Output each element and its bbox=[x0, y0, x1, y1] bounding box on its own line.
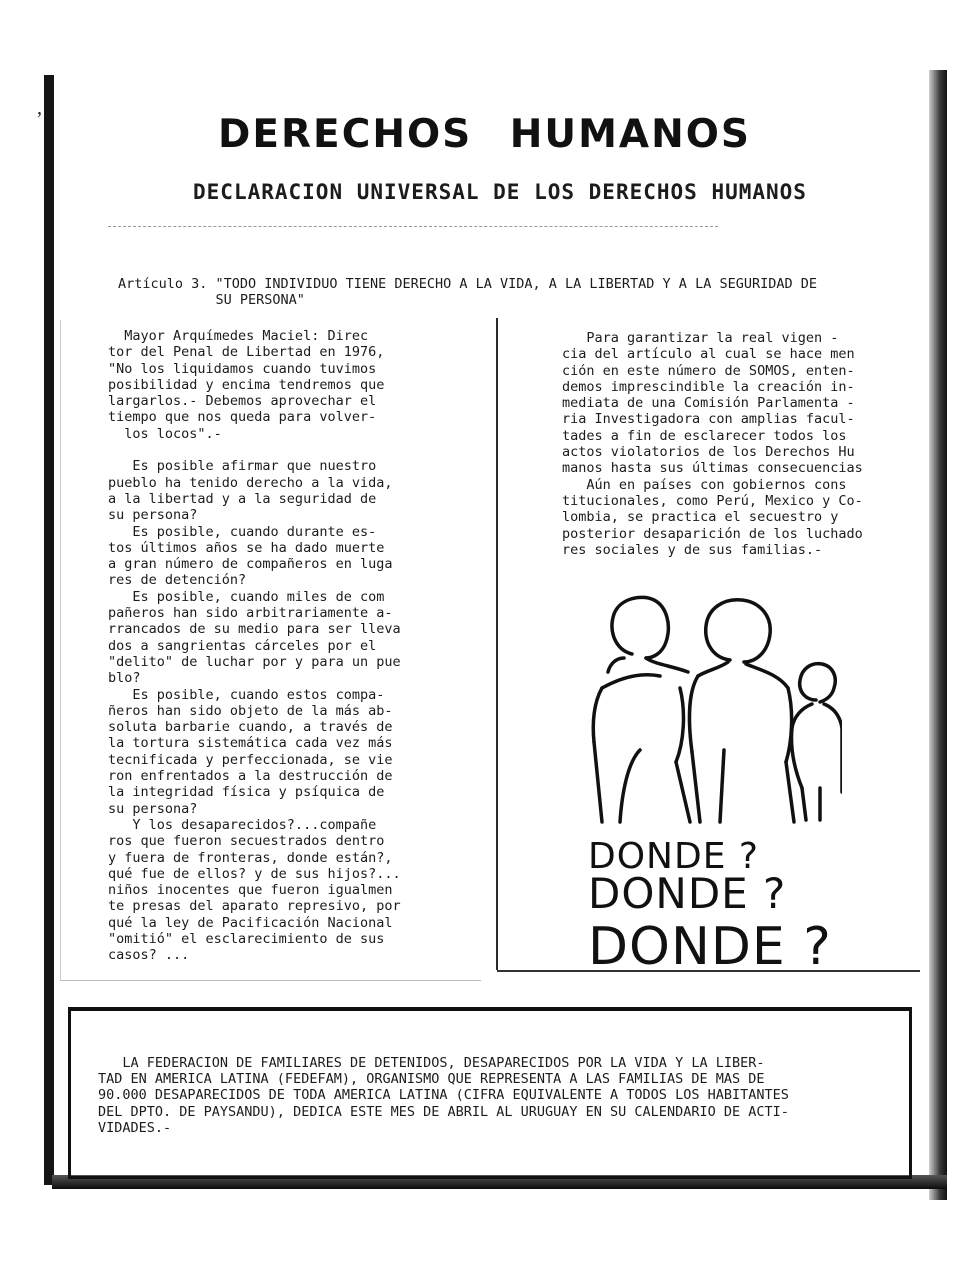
article-heading: Artículo 3. "TODO INDIVIDUO TIENE DERECHO A LA VIDA, A LA LIBERTAD Y A LA SEGURIDAD DE SU PERSONA" bbox=[118, 276, 817, 308]
header-rule bbox=[108, 226, 718, 227]
right-column-text: Para garantizar la real vigen - cia del artículo al cual se hace men ción en este número de SOMOS, enten- demos imprescindible la creación in- mediata de una Comisión Parlamenta - ria Investigadora con amplias facul- tades a fin de esclarecer todos los actos violatorios de los Derechos Hu manos hasta sus últimas consecuencias Aún en países con gobiernos cons titucionales, como Perú, Mexico y Co- lombia, se practica el secuestro y posterior desaparición de los luchado res sociales y de sus familias.- bbox=[562, 330, 863, 558]
scan-shadow-left bbox=[44, 75, 54, 1185]
page-subtitle: DECLARACION UNIVERSAL DE LOS DERECHOS HUMANOS bbox=[193, 180, 807, 204]
page-title: DERECHOS HUMANOS bbox=[218, 112, 751, 157]
scan-mark: ’ bbox=[36, 108, 43, 130]
scan-shadow-right bbox=[929, 70, 947, 1200]
donde-line-1: DONDE ? bbox=[588, 836, 760, 877]
donde-line-2: DONDE ? bbox=[588, 869, 787, 918]
fedefam-notice-text: LA FEDERACION DE FAMILIARES DE DETENIDOS, DESAPARECIDOS POR LA VIDA Y LA LIBER- TAD EN AMERICA LATINA (FEDEFAM), ORGANISMO QUE REPRESENTA A LAS FAMILIAS DE MAS DE 90.000 DESAPARECIDOS DE TODA AMERICA LATINA (CIFRA EQUIVALENTE A TODOS LOS HABITANTES DEL DPTO. DE PAYSANDU), DEDICA ESTE MES DE ABRIL AL URUGUAY EN SU CALENDARIO DE ACTI- VIDADES.- bbox=[98, 1055, 789, 1136]
left-column-text: Mayor Arquímedes Maciel: Direc tor del Penal de Libertad en 1976, "No los liquidamos cuando tuvimos posibilidad y encima tendremos que largarlos.- Debemos aprovechar el tiempo que nos queda para volver- los locos".- Es posible afirmar que nuestro pueblo ha tenido derecho a la vida, a la libertad y a la seguridad de su persona? Es posible, cuando durante es- tos últimos años se ha dado muerte a gran número de compañeros en luga res de detención? Es posible, cuando miles de com pañeros han sido arbitrariamente a- rrancados de su medio para ser lleva dos a sangrientas cárceles por el "delito" de luchar por y para un pue blo? Es posible, cuando estos compa- ñeros han sido objeto de la más ab- soluta barbarie cuando, a través de la tortura sistemática cada vez más tecnificada y perfeccionada, se vie ron enfrentados a la destrucción de la integridad física y psíquica de su persona? Y los desaparecidos?...compañe ros que fueron secuestrados dentro y fuera de fronteras, donde están?, qué fue de ellos? y de sus hijos?... niños inocentes que fueron igualmen te presas del aparato represivo, por qué la ley de Pacificación Nacional "omitió" el esclarecimiento de sus casos? ... bbox=[108, 328, 401, 964]
family-silhouette-illustration bbox=[580, 592, 842, 830]
donde-line-3: DONDE ? bbox=[588, 917, 832, 977]
